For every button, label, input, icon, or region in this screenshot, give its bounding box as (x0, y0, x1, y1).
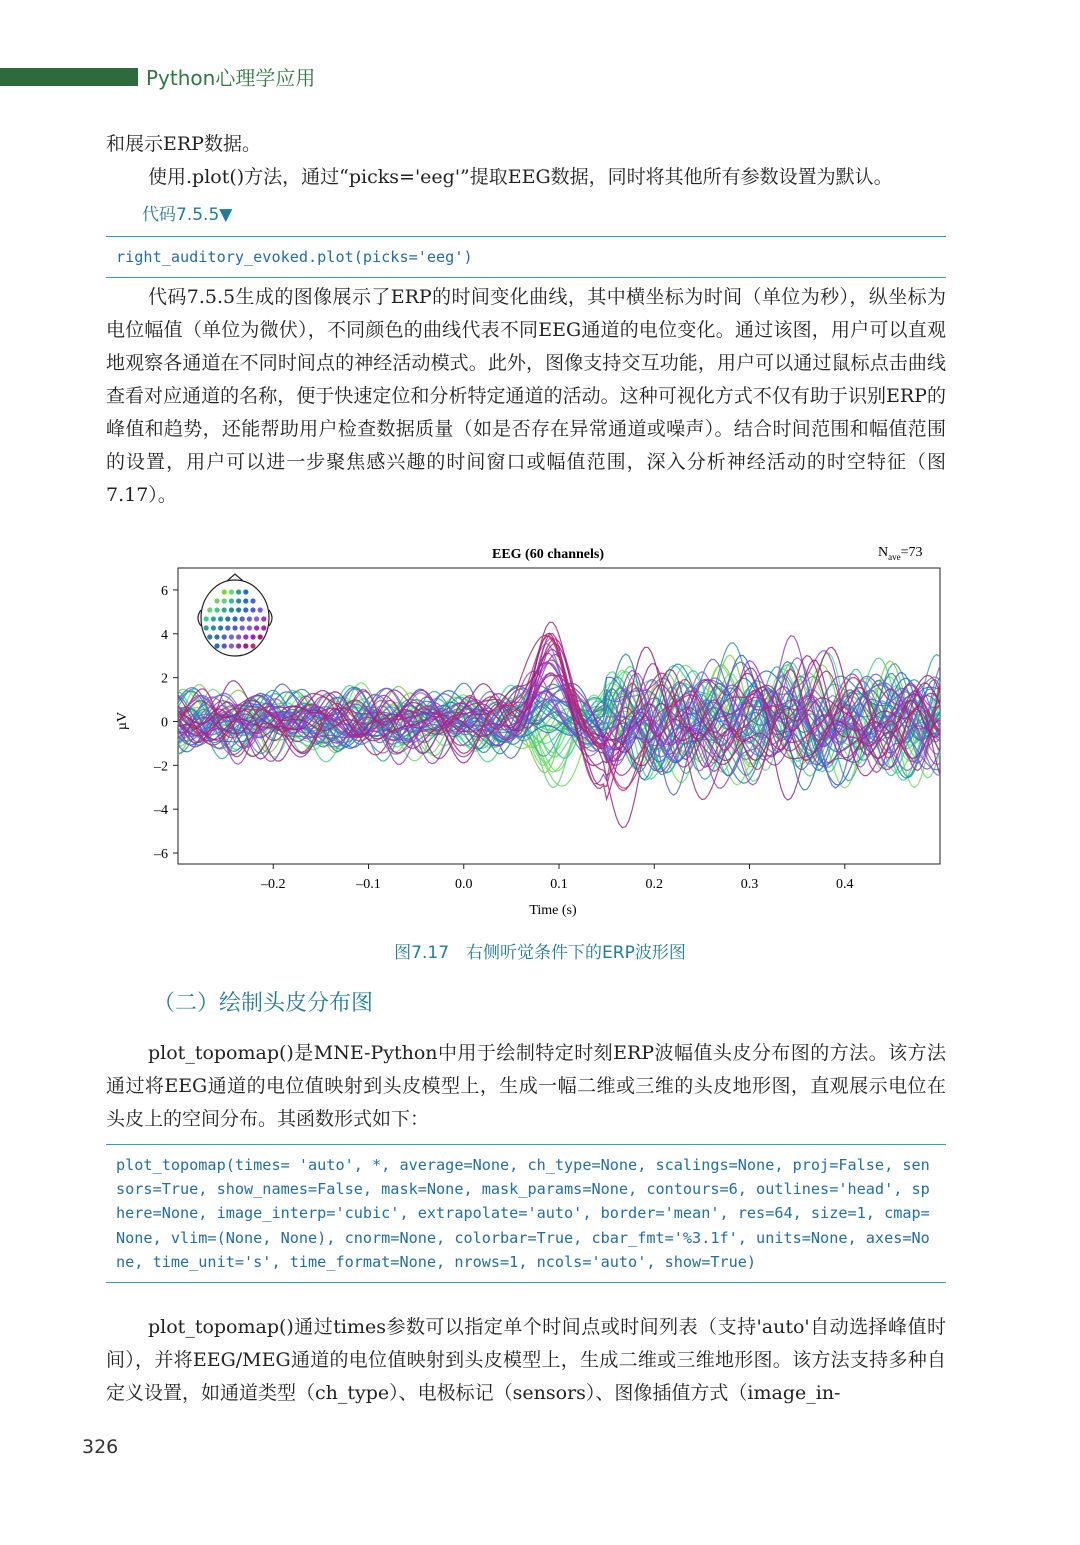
electrode-dot (214, 598, 219, 603)
y-tick-label: –4 (154, 803, 168, 819)
x-tick-label: 0.2 (645, 877, 663, 892)
electrode-dot (258, 634, 263, 639)
x-tick-label: –0.1 (356, 877, 381, 892)
electrode-dot (258, 607, 263, 612)
header-bar (0, 68, 138, 86)
y-axis-label: µV (115, 711, 130, 731)
electrode-dot (240, 616, 245, 621)
electrode-dot (222, 634, 227, 639)
electrode-dot (207, 634, 212, 639)
electrode-dot (229, 643, 234, 648)
section-title: （二）绘制头皮分布图 (153, 991, 374, 1016)
code-block-plot (106, 236, 946, 278)
electrode-dot (232, 625, 237, 630)
electrode-dot (236, 589, 241, 594)
y-tick-label: 6 (161, 583, 168, 599)
electrode-dot (204, 625, 209, 630)
electrode-dot (261, 616, 266, 621)
electrode-dot (214, 607, 219, 612)
electrode-dot (222, 643, 227, 648)
page-number: 326 (82, 1436, 119, 1458)
paragraph-topomap-intro: plot_topomap()是MNE-Python中用于绘制特定时刻ERP波幅值头皮分布图的方法。该方法通过将EEG通道的电位值映射到头皮模型上，生成一幅二维或三维的头皮地形图，直观展示电位在头皮上的空间分布。其函数形式如下： (106, 1042, 946, 1130)
electrode-dot (232, 616, 237, 621)
electrode-dot (247, 625, 252, 630)
electrode-dot (236, 643, 241, 648)
x-axis-label: Time (s) (529, 903, 577, 918)
electrode-dot (214, 643, 219, 648)
paragraph-topomap-params: plot_topomap()通过times参数可以指定单个时间点或时间列表（支持'auto'自动选择峰值时间），并将EEG/MEG通道的电位值映射到头皮模型上，生成二维或三维地形图。该方法支持多种自定义设置，如通道类型（ch_type）、电极标记（sensors）、图像插值方式（image_in- (106, 1316, 946, 1404)
y-tick-label: 2 (161, 671, 168, 687)
electrode-dot (243, 634, 248, 639)
x-tick-label: 0.3 (740, 877, 759, 892)
electrode-dot (222, 607, 227, 612)
x-tick-label: 0.1 (550, 877, 568, 892)
electrode-dot (218, 616, 223, 621)
electrode-dot (229, 598, 234, 603)
electrode-dot (250, 634, 255, 639)
y-tick-label: –6 (154, 847, 168, 863)
electrode-dot (243, 643, 248, 648)
electrode-dot (229, 589, 234, 594)
electrode-dot (229, 634, 234, 639)
paragraph-figure-description: 代码7.5.5生成的图像展示了ERP的时间变化曲线，其中横坐标为时间（单位为秒），纵坐标为电位幅值（单位为微伏），不同颜色的曲线代表不同EEG通道的电位变化。通过该图，用户可以直观地观察各通道在不同时间点的神经活动模式。此外，图像支持交互功能，用户可以通过鼠标点击曲线查看对应通道的名称，便于快速定位和分析特定通道的活动。这种可视化方式不仅有助于识别ERP的峰值和趋势，还能帮助用户检查数据质量（如是否存在异常通道或噪声）。结合时间范围和幅值范围的设置，用户可以进一步聚焦感兴趣的时间窗口或幅值范围，深入分析神经活动的时空特征（图7.17）。 (106, 286, 946, 506)
x-tick-label: 0.4 (836, 877, 854, 892)
x-axis (260, 864, 854, 892)
electrode-dot (225, 625, 230, 630)
code-label: 代码7.5.5▼ (142, 205, 233, 225)
running-header: Python心理学应用 (146, 66, 316, 90)
y-tick-label: 0 (161, 715, 168, 731)
electrode-dot (243, 589, 248, 594)
chart-title: EEG (60 channels) (491, 547, 605, 562)
y-axis (153, 584, 178, 862)
paragraph-intro-end: 和展示ERP数据。 (106, 133, 261, 155)
x-tick-label: –0.2 (261, 877, 286, 892)
electrode-dot (254, 625, 259, 630)
electrode-dot (254, 616, 259, 621)
code-text-topomap: plot_topomap(times= 'auto', *, average=None, ch_type=None, scalings=None, proj=False, sensors=True, show_names=False, mask=None, mask_params=None, contours=6, outlines='head', sphere=None, image_interp='cubic', extrapolate='auto', border='mean', res=64, size=1, cmap=None, vlim=(None, None), cnorm=None, colorbar=True, cbar_fmt='%3.1f', units=None, axes=None, time_unit='s', time_format=None, nrows=1, ncols='auto', show=True) (116, 1156, 930, 1271)
electrode-dot (261, 625, 266, 630)
x-tick-label: 0.0 (455, 877, 473, 892)
electrode-dot (243, 607, 248, 612)
electrode-dot (211, 616, 216, 621)
electrode-dot (250, 598, 255, 603)
electrode-dot (222, 589, 227, 594)
electrode-dot (236, 607, 241, 612)
electrode-dot (218, 625, 223, 630)
electrode-dot (250, 643, 255, 648)
electrode-dot (247, 616, 252, 621)
code-block-topomap (106, 1144, 946, 1283)
figure-caption: 图7.17 右侧听觉条件下的ERP波形图 (394, 943, 686, 963)
electrode-dot (236, 634, 241, 639)
code-text: right_auditory_evoked.plot(picks='eeg') (116, 248, 473, 266)
erp-figure (100, 536, 960, 926)
electrode-dot (229, 607, 234, 612)
electrode-dot (243, 598, 248, 603)
electrode-dot (250, 607, 255, 612)
y-tick-label: –2 (154, 759, 168, 775)
nave-annotation: $N_{ave}=73$ (878, 545, 923, 562)
paragraph-plot-usage: 使用.plot()方法，通过“picks='eeg'”提取EEG数据，同时将其他所有参数设置为默认。 (148, 166, 893, 188)
electrode-dot (225, 616, 230, 621)
electrode-dot (236, 598, 241, 603)
y-tick-label: 4 (161, 627, 168, 643)
electrode-dot (214, 634, 219, 639)
electrode-dot (240, 625, 245, 630)
electrode-dot (211, 625, 216, 630)
electrode-dot (207, 607, 212, 612)
electrode-dot (204, 616, 209, 621)
plot-area (153, 568, 940, 892)
electrode-dot (222, 598, 227, 603)
